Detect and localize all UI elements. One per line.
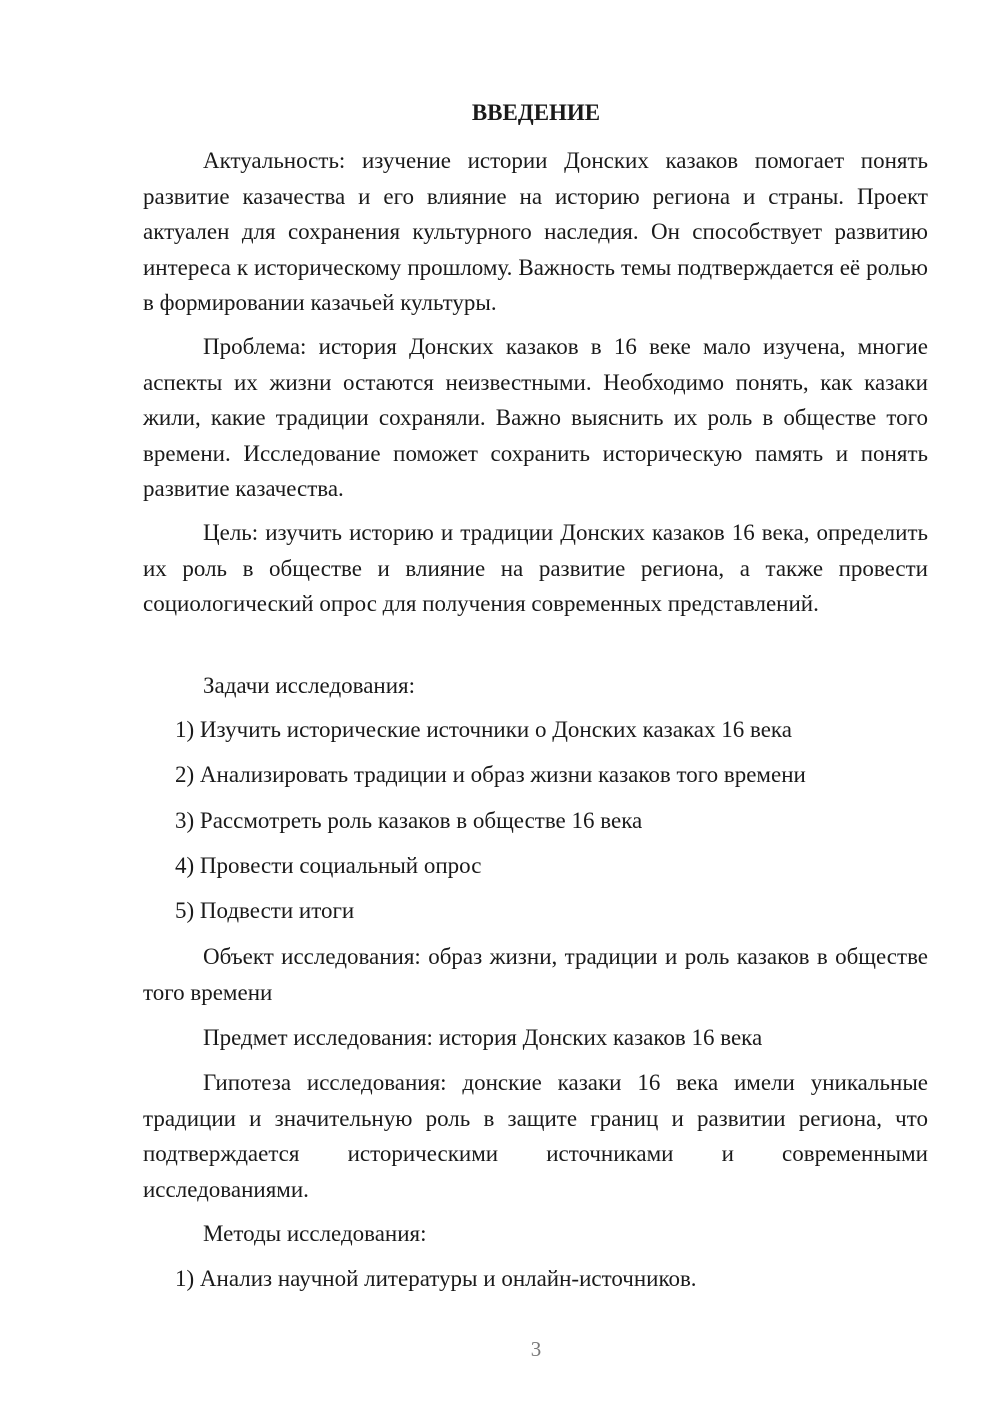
task-item-2: 2) Анализировать традиции и образ жизни казаков того времени [175,762,806,787]
paragraph-hypothesis: Гипотеза исследования: донские казаки 16 века имели уникальные традиции и значительную роль в защите границ и развитии региона, что подтверждается историческими источниками и современными исследованиями. [143,1070,928,1202]
task-item-5: 5) Подвести итоги [175,898,355,923]
section-title: ВВЕДЕНИЕ [471,100,601,125]
paragraph-object: Объект исследования: образ жизни, традиции и роль казаков в обществе того времени [143,944,928,1005]
task-item-4: 4) Провести социальный опрос [175,853,482,878]
tasks-heading: Задачи исследования: [203,673,416,698]
paragraph-problem: Проблема: история Донских казаков в 16 веке мало изучена, многие аспекты их жизни остаются неизвестными. Необходимо понять, как казаки жили, какие традиции сохраняли. Важно выяснить их роль в обществе того времени. Исследование поможет сохранить историческую память и понять развитие казачества. [143,334,928,501]
methods-heading: Методы исследования: [203,1221,427,1246]
method-item-1: 1) Анализ научной литературы и онлайн-источников. [175,1266,697,1291]
page-number: 3 [530,1337,542,1361]
paragraph-relevance: Актуальность: изучение истории Донских казаков помогает понять развитие казачества и его влияние на историю региона и страны. Проект актуален для сохранения культурного наследия. Он способствует развитию интереса к историческому прошлому. Важность темы подтверждается её ролью в формировании казачьей культуры. [143,148,928,315]
paragraph-goal: Цель: изучить историю и традиции Донских казаков 16 века, определить их роль в обществе и влияние на развитие региона, а также провести социологический опрос для получения современных представлений. [143,520,928,616]
task-item-1: 1) Изучить исторические источники о Донских казаках 16 века [175,717,792,742]
task-item-3: 3) Рассмотреть роль казаков в обществе 16 века [175,808,643,833]
subject-line: Предмет исследования: история Донских казаков 16 века [203,1025,763,1050]
